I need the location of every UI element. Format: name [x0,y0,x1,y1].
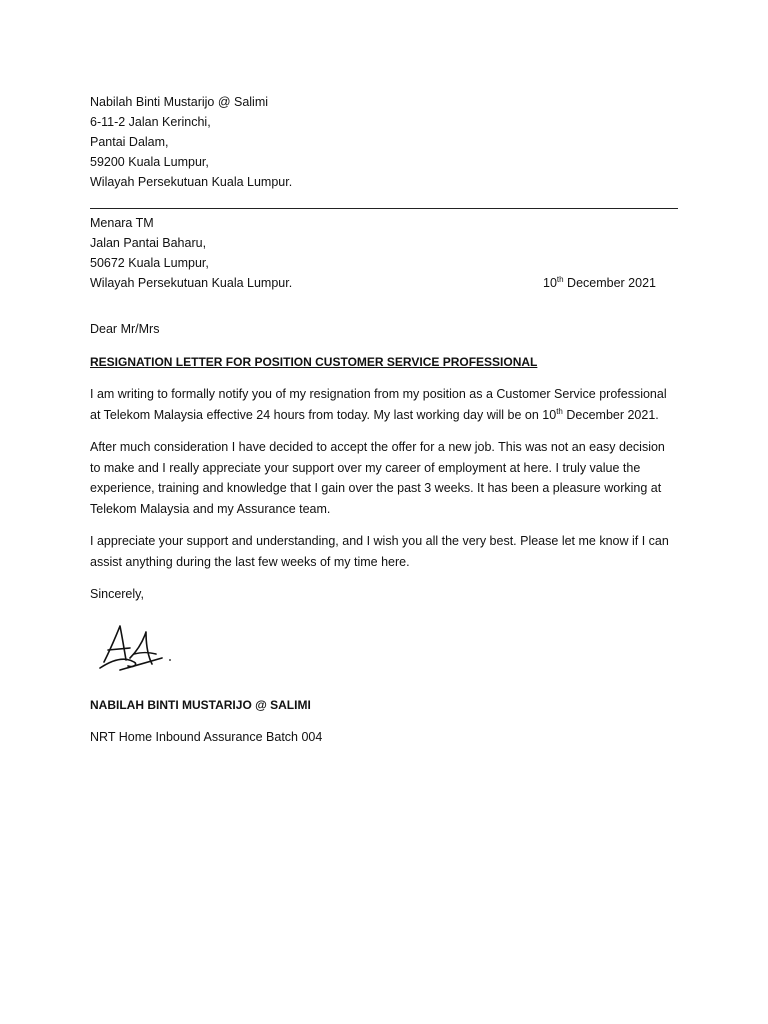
body-paragraph-1 [90,384,678,425]
sender-address-line: 59200 Kuala Lumpur, [90,155,209,169]
sender-name: Nabilah Binti Mustarijo @ Salimi [90,95,269,109]
letter-date [543,273,656,293]
sender-address-line: Pantai Dalam, [90,135,169,149]
recipient-address-line: 50672 Kuala Lumpur, [90,256,209,270]
paragraph-end: December 2021. [562,407,659,422]
subject-heading: RESIGNATION LETTER FOR POSITION CUSTOMER SERVICE PROFESSIONAL [90,355,538,369]
date-suffix: th [556,275,564,284]
salutation: Dear Mr/Mrs [90,322,160,336]
recipient-address [90,213,678,293]
header-divider [90,208,678,209]
sender-address-line: 6-11-2 Jalan Kerinchi, [90,115,211,129]
handwritten-signature [90,618,180,682]
signer-batch: NRT Home Inbound Assurance Batch 004 [90,730,323,744]
closing: Sincerely, [90,587,144,601]
recipient-address-line: Wilayah Persekutuan Kuala Lumpur. [90,276,293,290]
date-day: 10 [543,276,557,290]
recipient-name: Menara TM [90,216,154,230]
ordinal-suffix: th [556,406,563,416]
letter-page [90,92,678,747]
paragraph-text: I am writing to formally notify you of my resignation from my position as a Customer Service professional at Telekom Malaysia effective 24 hours from today. My last working day will be on 10 [90,387,667,422]
date-rest: December 2021 [563,276,656,290]
signer-name: NABILAH BINTI MUSTARIJO @ SALIMI [90,698,311,712]
body-paragraph-3: I appreciate your support and understanding, and I wish you all the very best. Please let me know if I can assist anything during the last few weeks of my time here. [90,534,669,569]
sender-address [90,92,678,192]
sender-address-line: Wilayah Persekutuan Kuala Lumpur. [90,175,293,189]
recipient-address-line: Jalan Pantai Baharu, [90,236,207,250]
body-paragraph-2: After much consideration I have decided to accept the offer for a new job. This was not an easy decision to make and I really appreciate your support over my career of employment at here. I truly value the experience, training and knowledge that I gain over the past 3 weeks. It has been a pleasure working at Telekom Malaysia and my Assurance team. [90,440,665,516]
